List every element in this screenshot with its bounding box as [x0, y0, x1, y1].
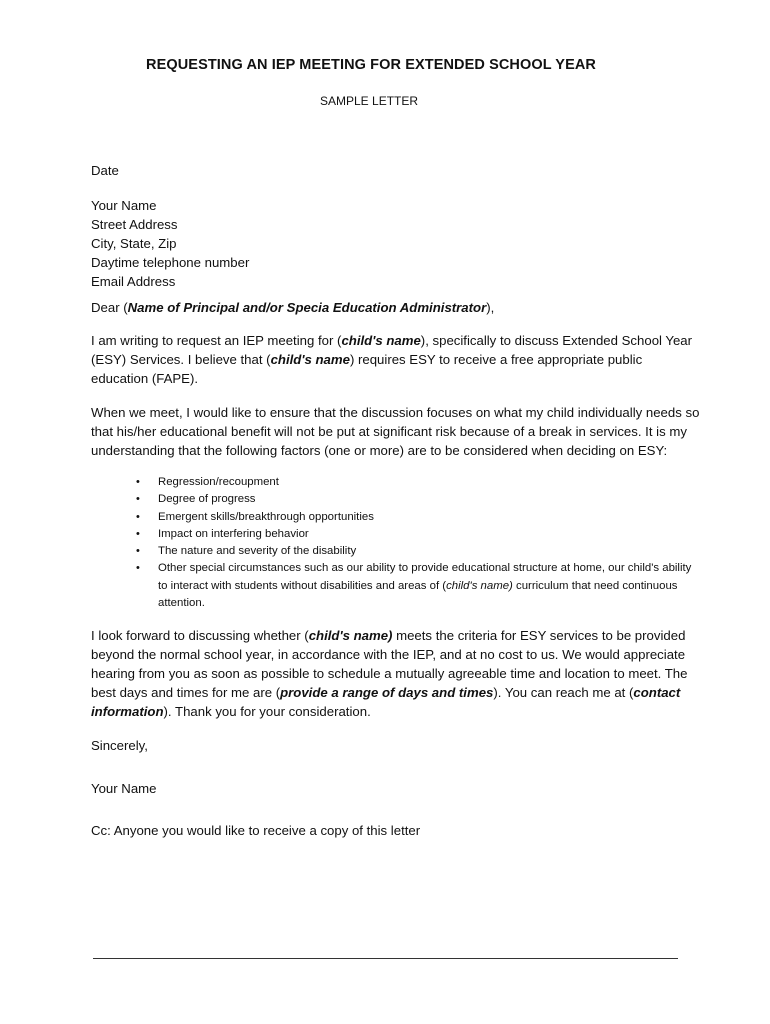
paragraph-factors: When we meet, I would like to ensure that the discussion focuses on what my child individually needs so that his/her educational benefit will not be put at significant risk because of a break in services. It is my understanding that the following factors (one or more) are to be considered when deciding on ESY: — [91, 405, 700, 458]
letter-body — [91, 161, 701, 840]
closing-salutation: Sincerely, — [91, 738, 148, 754]
list-item — [136, 560, 701, 612]
placeholder-childs-name: child's name) — [308, 628, 393, 644]
paragraph-request-text-1: I am writing to request an IEP meeting for ( — [91, 333, 342, 348]
list-item — [136, 543, 701, 560]
list-item-text: Other special circumstances such as our ability to provide educational structure at home, our child's ability to interact with students without disabilities and areas of ( — [158, 562, 692, 592]
greeting-post: ), — [486, 300, 495, 315]
esy-factors-list — [91, 474, 701, 612]
cc-line: Cc: Anyone you would like to receive a copy of this letter — [91, 823, 421, 839]
address-line-city: City, State, Zip — [91, 236, 177, 251]
list-item — [136, 526, 701, 543]
paragraph-closing-text-3: ). You can reach me at ( — [493, 685, 634, 701]
bullet-icon: • — [136, 562, 140, 575]
placeholder-childs-name: child's name — [270, 352, 350, 367]
list-item-text: Impact on interfering behavior — [158, 527, 309, 540]
greeting-recipient: Name of Principal and/or Specia Education Administrator — [127, 300, 487, 315]
bullet-icon: • — [136, 545, 140, 558]
paragraph-request — [91, 331, 701, 388]
signature-name: Your Name — [91, 781, 157, 797]
paragraph-request-text-2: ), specifically to discuss Extended School Year (ESY) Services. I believe that ( — [91, 333, 693, 367]
list-item-text: The nature and severity of the disability — [158, 545, 357, 558]
document-subtitle: SAMPLE LETTER — [320, 94, 419, 108]
address-line-phone: Daytime telephone number — [91, 255, 250, 270]
bullet-icon: • — [136, 510, 140, 523]
placeholder-contact-info: contact information — [91, 685, 681, 720]
greeting — [91, 298, 701, 317]
paragraph-closing-text-1: I look forward to discussing whether ( — [91, 628, 309, 644]
placeholder-childs-name: child's name) — [446, 579, 513, 592]
bullet-icon: • — [136, 493, 140, 506]
sender-address — [91, 196, 701, 291]
paragraph-request-text-3: ) requires ESY to receive a free appropriate public education (FAPE). — [91, 352, 643, 386]
document-title: REQUESTING AN IEP MEETING FOR EXTENDED SCHOOL YEAR — [146, 57, 596, 73]
address-line-street: Street Address — [91, 217, 178, 232]
list-item — [136, 474, 701, 491]
paragraph-closing-text-4: ). Thank you for your consideration. — [163, 704, 371, 720]
list-item — [136, 491, 701, 508]
placeholder-childs-name: child's name — [341, 333, 421, 348]
list-item-text: Degree of progress — [158, 493, 256, 506]
paragraph-closing-text-2: meets the criteria for ESY services to be provided beyond the normal school year, in accordance with the IEP, and at no cost to us. We would appreciate hearing from you as soon as possible to schedule a mutually agreeable time and location to meet. The best days and times for me are ( — [91, 628, 688, 701]
paragraph-closing-request — [91, 626, 701, 721]
list-item-text: curriculum that need continuous attention. — [158, 579, 678, 610]
address-line-email: Email Address — [91, 274, 176, 289]
placeholder-days-times: provide a range of days and times — [280, 685, 494, 701]
address-line-name: Your Name — [91, 198, 157, 213]
bullet-icon: • — [136, 476, 140, 488]
list-item-text: Regression/recoupment — [158, 476, 279, 488]
greeting-pre: Dear ( — [91, 300, 128, 315]
bullet-icon: • — [136, 527, 140, 540]
list-item-text: Emergent skills/breakthrough opportunities — [158, 510, 374, 523]
date-line: Date — [91, 163, 119, 178]
footer-divider — [93, 958, 678, 959]
list-item — [136, 509, 701, 526]
